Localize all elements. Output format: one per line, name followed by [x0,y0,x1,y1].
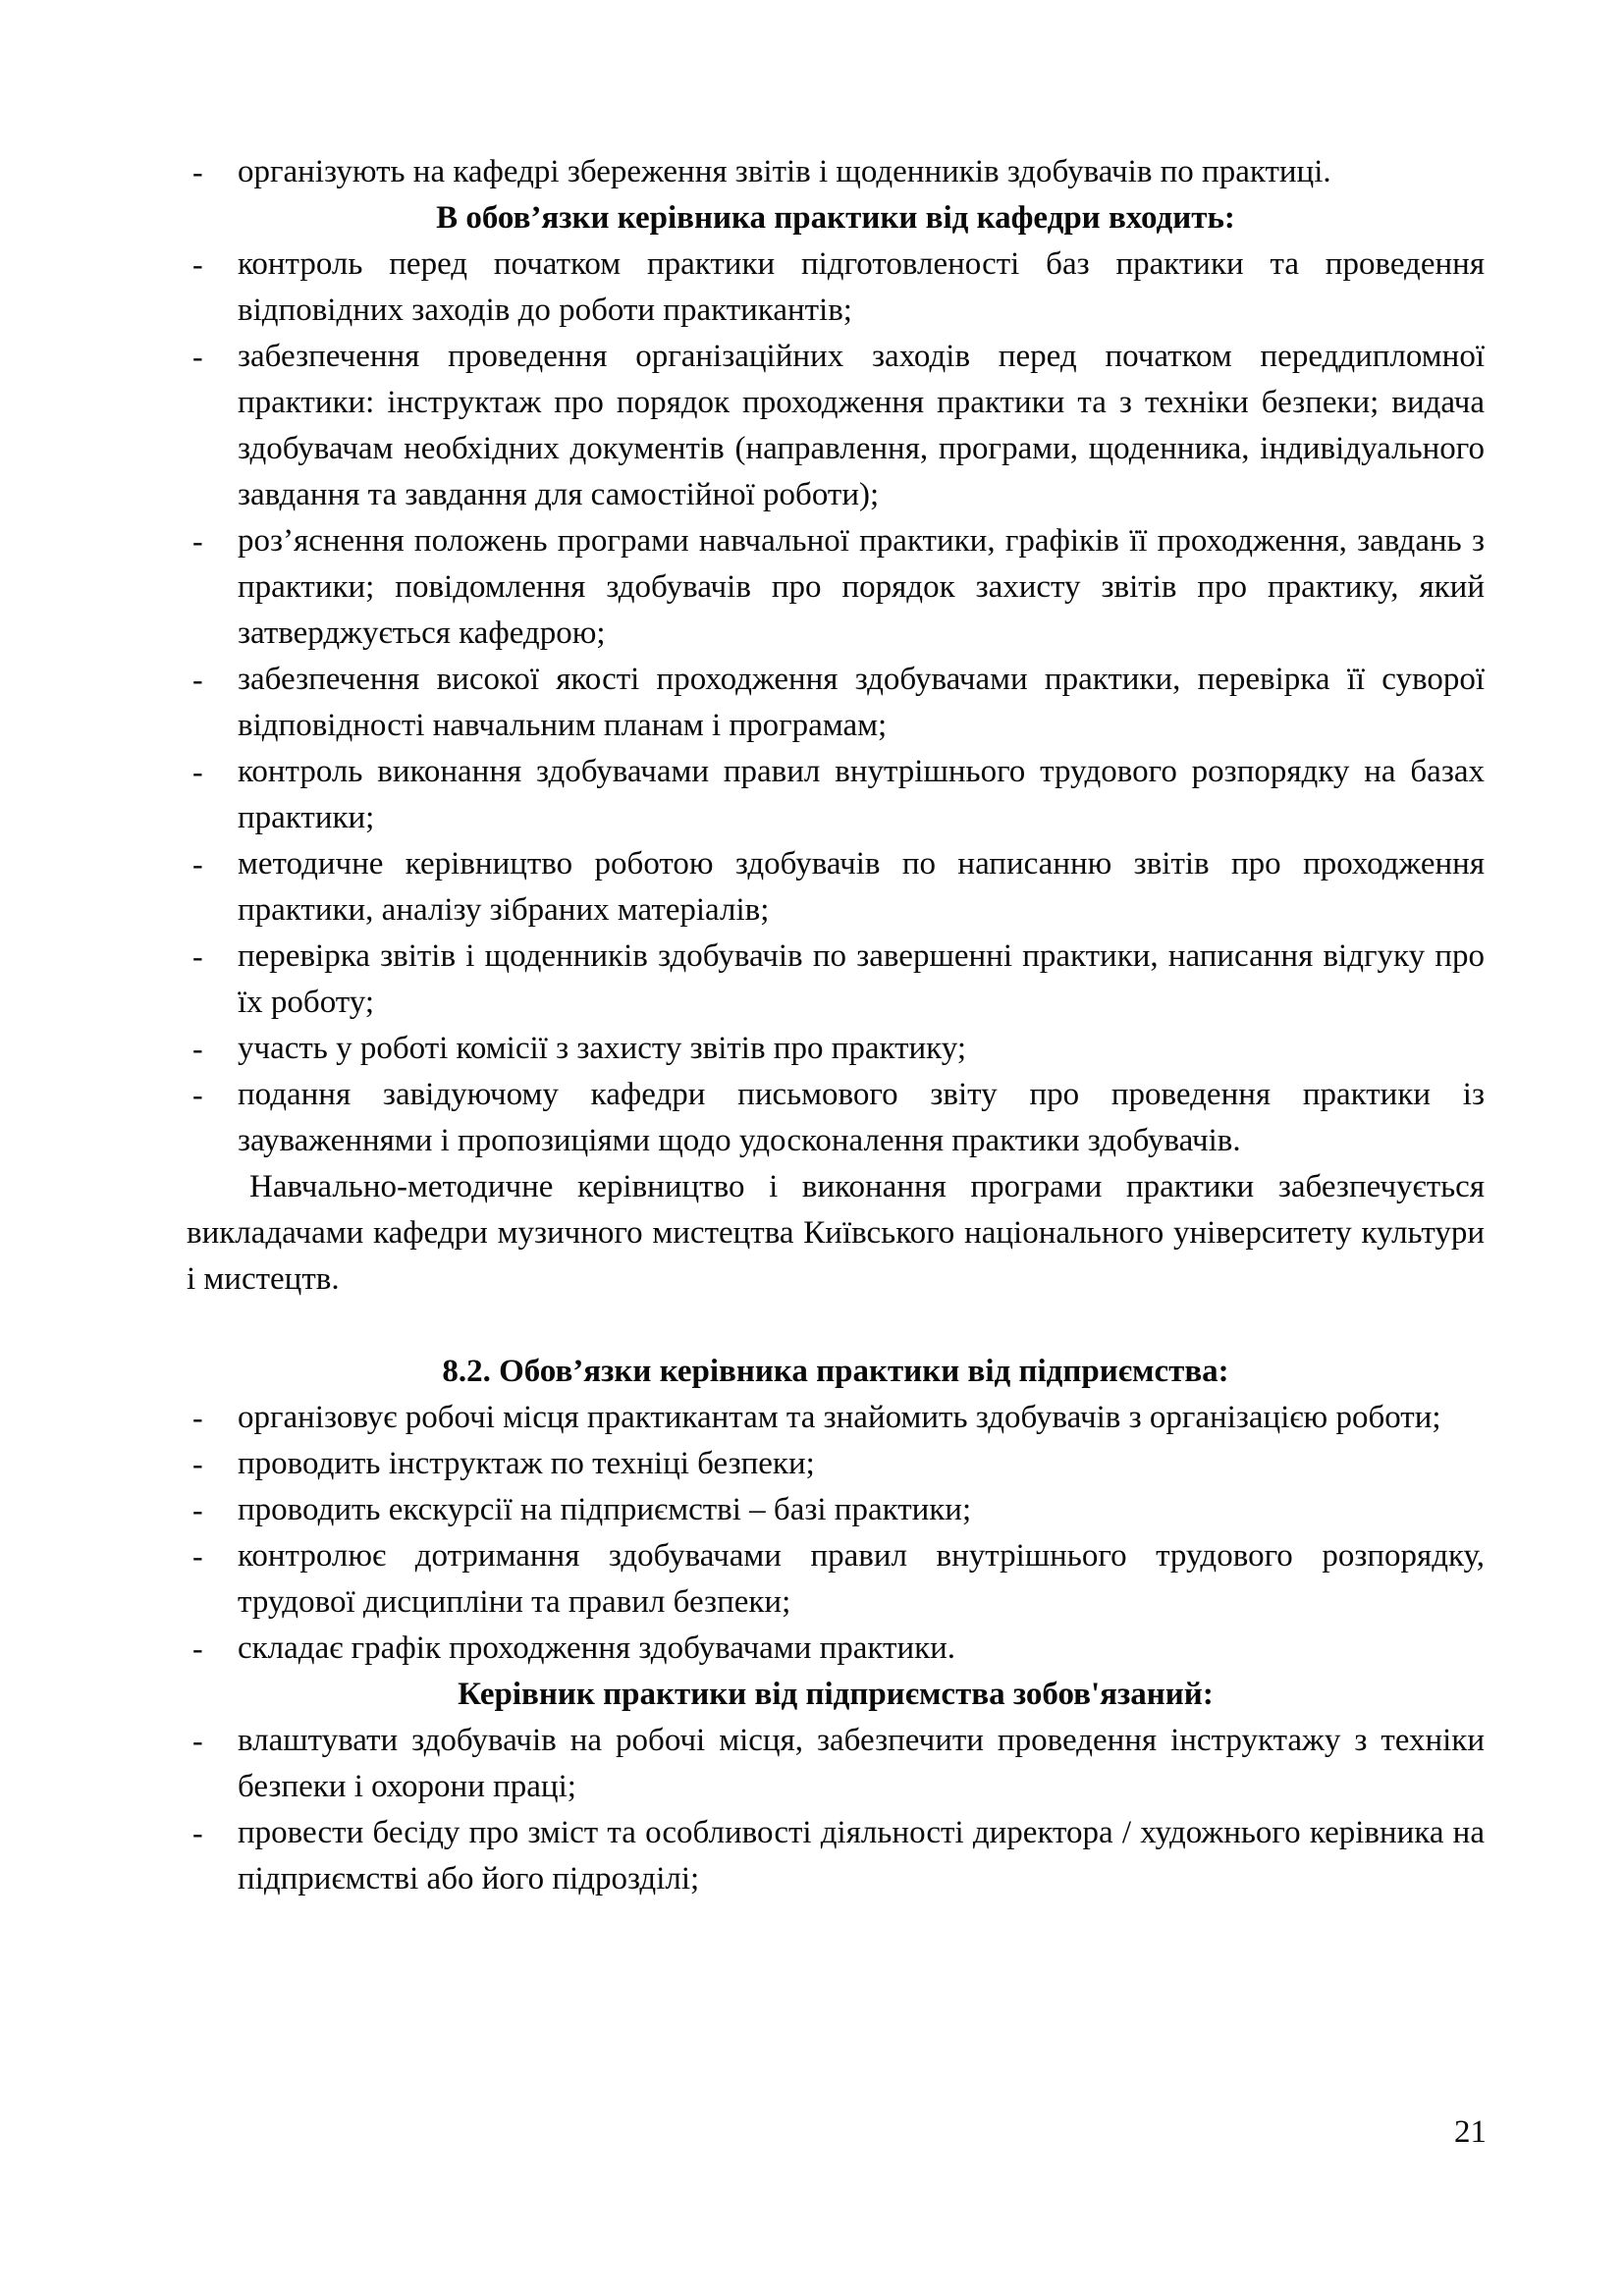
list-item-text: організують на кафедрі збереження звітів і щоденників здобувачів по практиці. [238,154,1331,189]
list-item [187,241,1485,334]
list-item-text: участь у роботі комісії з захисту звітів про практику; [238,1031,966,1066]
bullet-marker: - [192,846,203,881]
list-item-text: роз’яснення положень програми навчальної практики, графіків її проходження, завдань з практики; повідомлення здобувачів про порядок захисту звітів про практику, який затверджується кафедрою; [238,523,1485,651]
bullet-marker: - [192,1492,203,1527]
section-heading: 8.2. Обов’язки керівника практики від підприємства: [442,1354,1229,1389]
list-item [187,149,1485,195]
list-item-text: провести бесіду про зміст та особливості діяльності директора / художнього керівника на підприємстві або його підрозділі; [238,1815,1485,1896]
list-item-text: контролює дотримання здобувачами правил внутрішнього трудового розпорядку, трудової дисципліни та правил безпеки; [238,1538,1485,1620]
bullet-marker: - [192,754,203,789]
section-heading: Керівник практики від підприємства зобов'язаний: [458,1677,1214,1712]
list-item-text: проводить інструктаж по техніці безпеки; [238,1446,815,1481]
list-item [187,1441,1485,1487]
list-item-text: складає графік проходження здобувачами практики. [238,1630,956,1666]
list-item-text: влаштувати здобувачів на робочі місця, забезпечити проведення інструктажу з техніки безпеки і охорони праці; [238,1723,1485,1804]
bullet-marker: - [192,1400,203,1435]
bullet-marker: - [192,1815,203,1850]
list-item-text: забезпечення високої якості проходження здобувачами практики, перевірка її суворої відповідності навчальним планам і програмам; [238,662,1485,743]
bullet-marker: - [192,1446,203,1481]
list-item-text: організовує робочі місця практикантам та знайомить здобувачів з організацією роботи; [238,1400,1441,1435]
bullet-marker: - [192,154,203,189]
list-item [187,1718,1485,1810]
list-item-text: контроль перед початком практики підготовленості баз практики та проведення відповідних заходів до роботи практикантів; [238,246,1485,328]
bullet-marker: - [192,662,203,697]
list-item [187,934,1485,1026]
list-item [187,518,1485,657]
list-item-text: методичне керівництво роботою здобувачів по написанню звітів про проходження практики, аналізу зібраних матеріалів; [238,846,1485,928]
section-heading: В обов’язки керівника практики від кафедри входить: [436,200,1235,236]
bullet-marker: - [192,1630,203,1666]
bullet-marker: - [192,1723,203,1758]
list-item [187,1810,1485,1902]
page-number: 21 [1454,2114,1487,2150]
bullet-marker: - [192,523,203,559]
list-item-text: забезпечення проведення організаційних заходів перед початком переддипломної практики: інструктаж про порядок проходження практики та з техніки безпеки; видача здобувачам необхідних документів (направлення, програми, щоденника, індивідуального завдання та завдання для самостійної роботи); [238,339,1485,512]
vertical-spacer [187,1303,1485,1349]
list-item-text: подання завідуючому кафедри письмового звіту про проведення практики із зауваженнями і пропозиціями щодо удосконалення практики здобувачів. [238,1077,1485,1158]
body-paragraph: Навчально-методичне керівництво і виконання програми практики забезпечується викладачами кафедри музичного мистецтва Київського національного університету культури і мистецтв. [187,1169,1485,1297]
bullet-marker: - [192,1538,203,1574]
list-item [187,749,1485,841]
list-item [187,1626,1485,1672]
list-item [187,841,1485,934]
list-item-text: перевірка звітів і щоденників здобувачів по завершенні практики, написання відгуку про їх роботу; [238,938,1485,1020]
list-item [187,1395,1485,1441]
bullet-marker: - [192,1077,203,1112]
list-item [187,334,1485,518]
list-item [187,1487,1485,1533]
bullet-marker: - [192,938,203,974]
list-item [187,657,1485,749]
list-item [187,1072,1485,1164]
list-item-text: контроль виконання здобувачами правил внутрішнього трудового розпорядку на базах практики; [238,754,1485,835]
page-content [187,149,1485,1902]
list-item-text: проводить екскурсії на підприємстві – базі практики; [238,1492,972,1527]
bullet-marker: - [192,246,203,282]
list-item [187,1026,1485,1072]
bullet-marker: - [192,1031,203,1066]
bullet-marker: - [192,339,203,374]
list-item [187,1533,1485,1626]
